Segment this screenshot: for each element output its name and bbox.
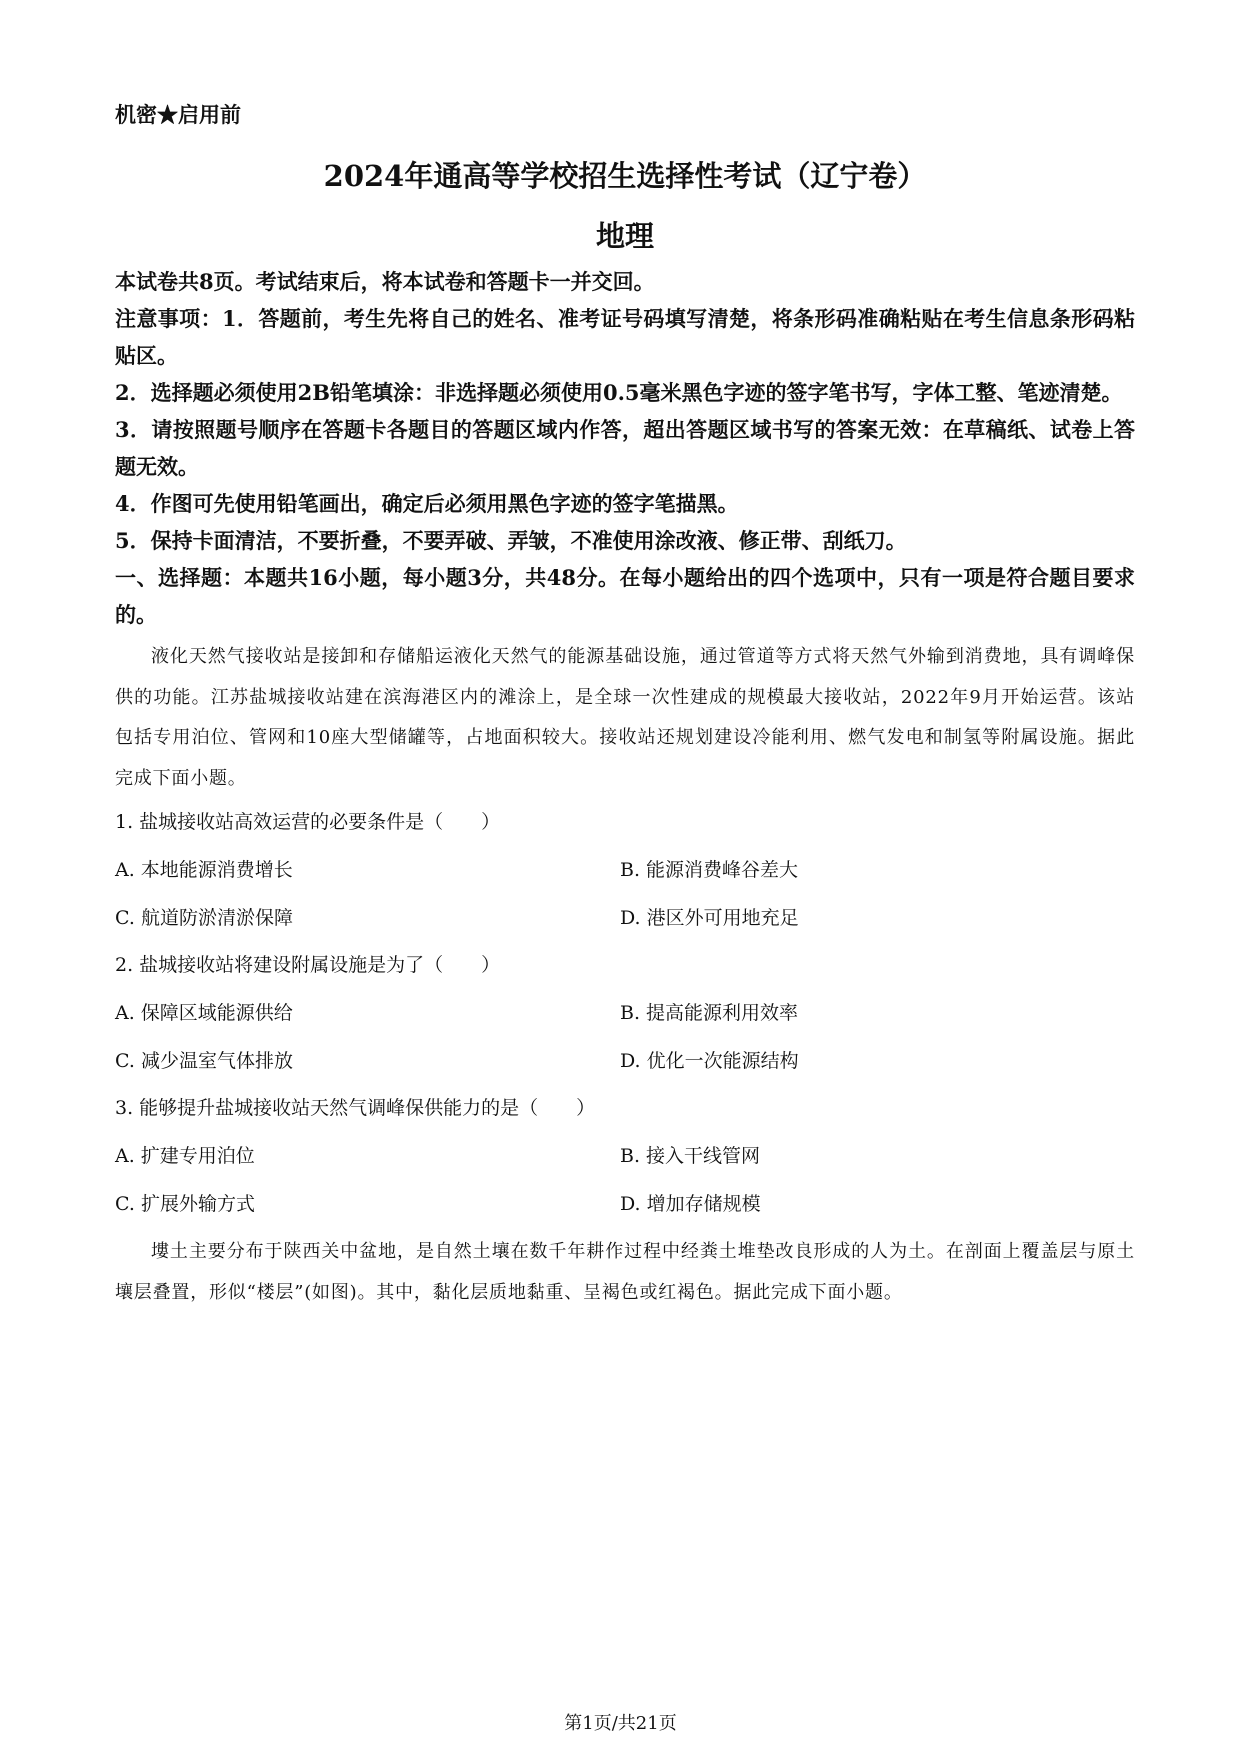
option-c: C. 减少温室气体排放 xyxy=(115,1050,293,1072)
option-b: B. 能源消费峰谷差大 xyxy=(620,859,799,881)
option-list xyxy=(115,989,1135,1085)
option-c: C. 航道防淤清淤保障 xyxy=(115,907,293,929)
confidential-label: 机密★启用前 xyxy=(115,102,241,127)
option-d: D. 港区外可用地充足 xyxy=(620,907,799,929)
notice-item-4: 4．作图可先使用铅笔画出，确定后必须用黑色字迹的签字笔描黑。 xyxy=(115,491,739,516)
option-d: D. 增加存储规模 xyxy=(620,1193,761,1215)
option-a: A. 扩建专用泊位 xyxy=(115,1145,255,1167)
notice-item-2: 2．选择题必须使用2B铅笔填涂：非选择题必须使用0.5毫米黑色字迹的签字笔书写，字体工整、笔迹清楚。 xyxy=(115,380,1123,405)
notice-item-5: 5．保持卡面清洁，不要折叠，不要弄破、弄皱，不准使用涂改液、修正带、刮纸刀。 xyxy=(115,528,907,553)
option-b: B. 接入干线管网 xyxy=(620,1145,761,1167)
option-d: D. 优化一次能源结构 xyxy=(620,1050,799,1072)
exam-notice xyxy=(115,263,1135,559)
option-c: C. 扩展外输方式 xyxy=(115,1193,255,1215)
question-stem: 3. 能够提升盐城接收站天然气调峰保供能力的是（ ） xyxy=(115,1097,596,1119)
notice-item-3: 3．请按照题号顺序在答题卡各题目的答题区域内作答，超出答题区域书写的答案无效：在草稿纸、试卷上答题无效。 xyxy=(115,417,1135,479)
option-list xyxy=(115,1132,1135,1228)
option-a: A. 本地能源消费增长 xyxy=(115,859,293,881)
question-stem: 1. 盐城接收站高效运营的必要条件是（ ） xyxy=(115,811,501,833)
section-heading: 一、选择题：本题共16小题，每小题3分，共48分。在每小题给出的四个选项中，只有一项是符合题目要求的。 xyxy=(115,565,1135,627)
question-2 xyxy=(115,942,1135,1085)
exam-title: 2024年通高等学校招生选择性考试（辽宁卷） xyxy=(323,159,927,193)
passage-1: 液化天然气接收站是接卸和存储船运液化天然气的能源基础设施，通过管道等方式将天然气外输到消费地，具有调峰保供的功能。江苏盐城接收站建在滨海港区内的滩涂上，是全球一次性建成的规模最大接收站，2022年9月开始运营。该站包括专用泊位、管网和10座大型储罐等，占地面积较大。接收站还规划建设冷能利用、燃气发电和制氢等附属设施。据此完成下面小题。 xyxy=(115,646,1135,789)
question-3 xyxy=(115,1085,1135,1228)
notice-item-1: 注意事项：1．答题前，考生先将自己的姓名、准考证号码填写清楚，将条形码准确粘贴在考生信息条形码粘贴区。 xyxy=(115,306,1135,368)
option-a: A. 保障区域能源供给 xyxy=(115,1002,293,1024)
notice-intro: 本试卷共8页。考试结束后，将本试卷和答题卡一并交回。 xyxy=(115,269,655,294)
option-b: B. 提高能源利用效率 xyxy=(620,1002,799,1024)
option-list xyxy=(115,846,1135,942)
exam-page xyxy=(115,95,1135,1313)
question-1 xyxy=(115,799,1135,942)
page-footer: 第1页/共21页 xyxy=(564,1713,677,1734)
passage-2: 塿土主要分布于陕西关中盆地，是自然土壤在数千年耕作过程中经粪土堆垫改良形成的人为土。在剖面上覆盖层与原土壤层叠置，形似“楼层”(如图)。其中，黏化层质地黏重、呈褐色或红褐色。据此完成下面小题。 xyxy=(115,1241,1135,1303)
subject-title: 地理 xyxy=(595,219,654,253)
question-stem: 2. 盐城接收站将建设附属设施是为了（ ） xyxy=(115,954,501,976)
